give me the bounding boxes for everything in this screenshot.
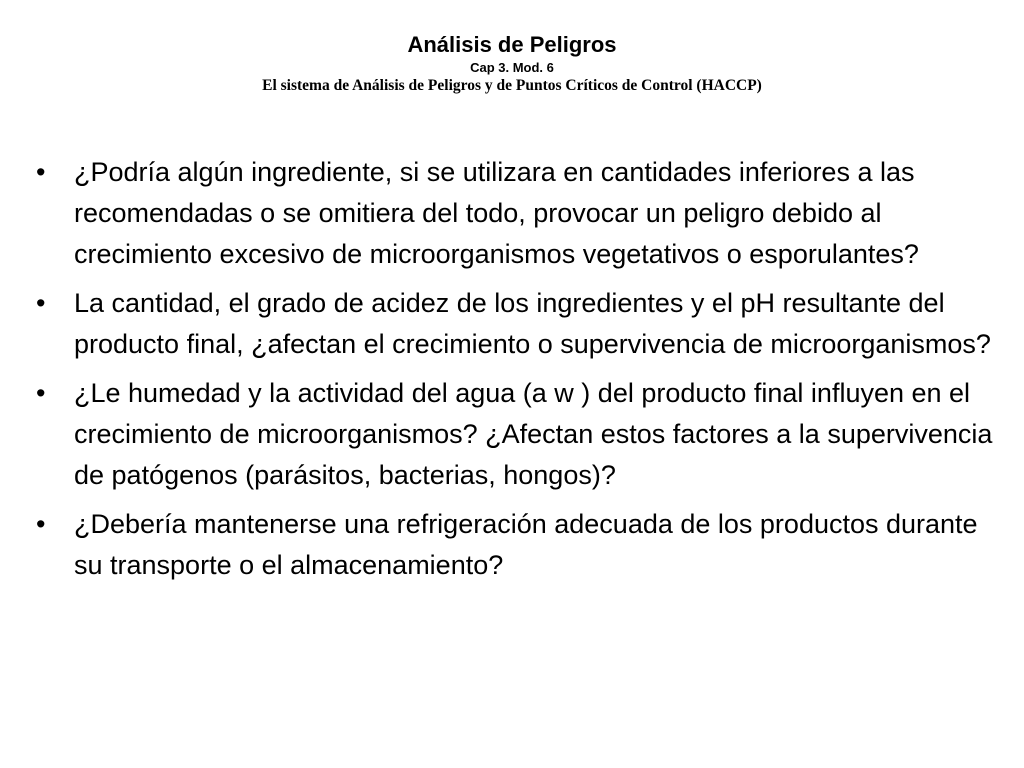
bullet-icon: • bbox=[36, 378, 46, 408]
bullet-item bbox=[36, 152, 1006, 275]
bullet-icon: • bbox=[36, 509, 46, 539]
bullet-item bbox=[36, 373, 1006, 496]
bullet-icon: • bbox=[36, 288, 46, 318]
bullet-list bbox=[36, 152, 1006, 594]
bullet-text: ¿Le humedad y la actividad del agua (a w ) del producto final influyen en el crecimiento de microorganismos? ¿Afectan estos factores a la supervivencia de patógenos (parásitos, bacterias, hongos)? bbox=[74, 378, 993, 490]
bullet-text: ¿Podría algún ingrediente, si se utilizara en cantidades inferiores a las recomendadas o se omitiera del todo, provocar un peligro debido al crecimiento excesivo de microorganismos vegetativos o esporulantes? bbox=[74, 157, 919, 269]
bullet-text: La cantidad, el grado de acidez de los ingredientes y el pH resultante del producto final, ¿afectan el crecimiento o supervivencia de microorganismos? bbox=[74, 288, 991, 359]
bullet-icon: • bbox=[36, 157, 46, 187]
bullet-item bbox=[36, 283, 1006, 365]
system-description: El sistema de Análisis de Peligros y de Puntos Críticos de Control (HACCP) bbox=[262, 77, 762, 94]
slide-subtitle: Cap 3. Mod. 6 bbox=[470, 60, 554, 75]
slide-title: Análisis de Peligros bbox=[407, 32, 617, 57]
bullet-item bbox=[36, 504, 1006, 586]
bullet-text: ¿Debería mantenerse una refrigeración adecuada de los productos durante su transporte o el almacenamiento? bbox=[74, 509, 978, 580]
slide-header bbox=[0, 30, 1024, 96]
